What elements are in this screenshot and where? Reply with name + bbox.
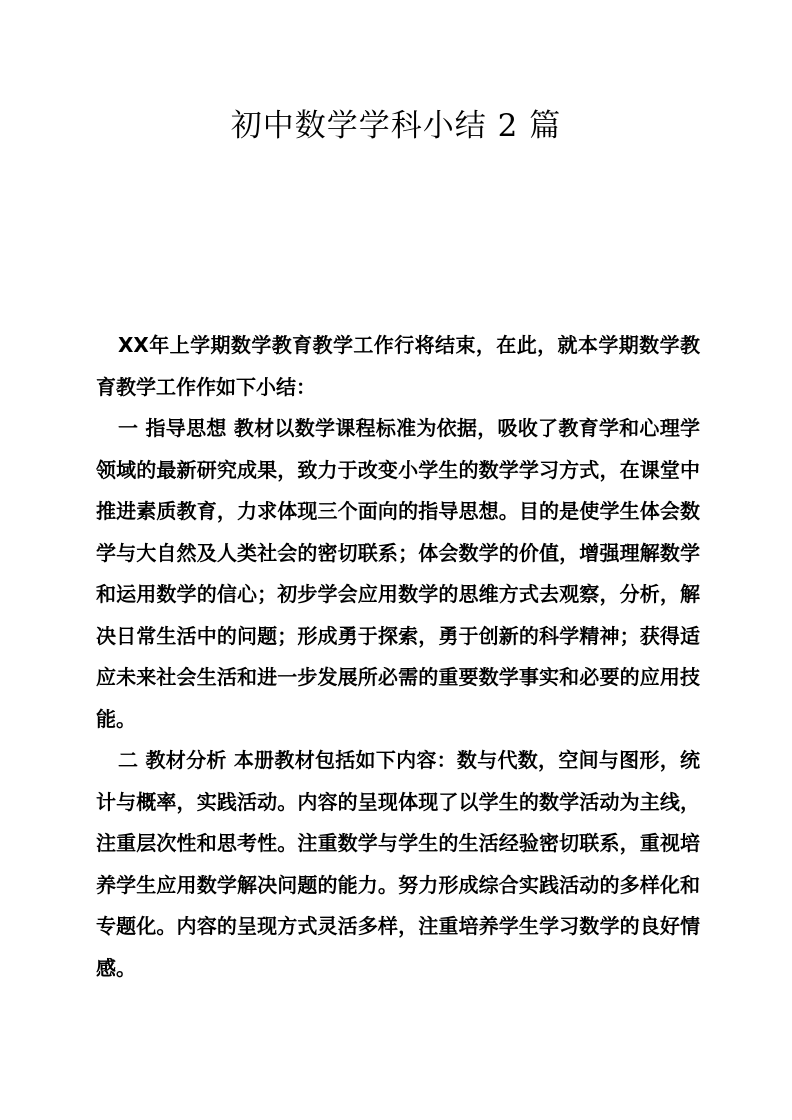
document-title: 初中数学学科小结 2 篇 — [230, 108, 562, 144]
paragraph-guiding-ideology: 一 指导思想 教材以数学课程标准为依据，吸收了教育学和心理学领域的最新研究成果，致力于改变小学生的数学学习方式，在课堂中推进素质教育，力求体现三个面向的指导思想。目的是使学生体会数学与大自然及人类社会的密切联系；体会数学的价值，增强理解数学和运用数学的信心；初步学会应用数学的思维方式去观察，分析，解决日常生活中的问题；形成勇于探索，勇于创新的科学精神；获得适应未来社会生活和进一步发展所必需的重要数学事实和必要的应用技能。 — [96, 416, 700, 731]
paragraph-intro: XX年上学期数学教育教学工作行将结束，在此，就本学期数学教育教学工作作如下小结： — [96, 333, 700, 399]
document-body — [96, 325, 700, 989]
paragraph-textbook-analysis: 二 教材分析 本册教材包括如下内容：数与代数，空间与图形，统计与概率，实践活动。内容的呈现体现了以学生的数学活动为主线，注重层次性和思考性。注重数学与学生的生活经验密切联系，重视培养学生应用数学解决问题的能力。努力形成综合实践活动的多样化和专题化。内容的呈现方式灵活多样，注重培养学生学习数学的良好情感。 — [96, 748, 700, 980]
